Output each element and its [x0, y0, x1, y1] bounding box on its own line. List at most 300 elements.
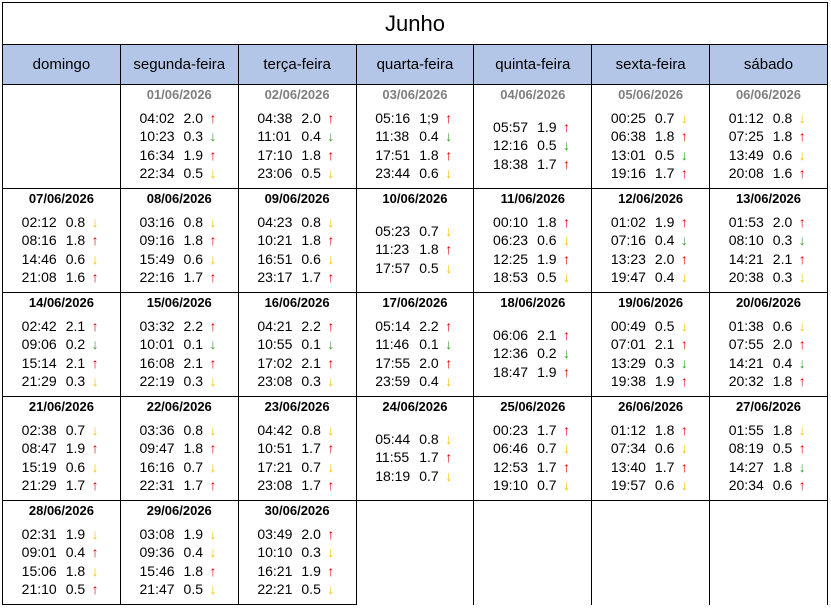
tide-list — [375, 222, 455, 278]
day-tides — [592, 311, 710, 397]
tide-height: 1.8 — [654, 421, 675, 438]
arrow-up-icon: ↑ — [209, 109, 217, 126]
tide-height: 1.8 — [419, 241, 439, 258]
tide-time: 03:49 — [257, 525, 293, 542]
empty-day — [3, 103, 121, 189]
tide-height: 0.8 — [301, 421, 321, 438]
day-tides — [3, 207, 121, 293]
tide-list — [493, 326, 573, 382]
tide-time: 19:38 — [610, 373, 646, 389]
tide-entry — [140, 317, 220, 336]
tide-entry — [140, 372, 220, 391]
tide-height: 0.7 — [183, 458, 204, 475]
day-tides — [3, 311, 121, 397]
tide-entry — [729, 476, 809, 495]
tide-height: 2.1 — [301, 354, 321, 371]
day-date: 28/06/2026 — [3, 501, 121, 520]
arrow-down-icon: ↓ — [798, 458, 806, 475]
tide-time: 01:12 — [610, 421, 646, 438]
tide-height: 1.8 — [183, 562, 204, 579]
day-date: 11/06/2026 — [474, 189, 592, 208]
arrow-up-icon: ↑ — [327, 146, 335, 163]
tide-height: 0.7 — [654, 109, 675, 126]
tide-height: 2.1 — [183, 354, 204, 371]
arrow-down-icon: ↓ — [798, 317, 806, 334]
arrow-up-icon: ↑ — [91, 354, 99, 371]
tide-height: 2.0 — [301, 525, 321, 542]
tide-time: 12:25 — [493, 250, 529, 267]
tide-entry — [22, 268, 102, 287]
day-tides — [474, 103, 592, 189]
empty-date — [474, 501, 592, 520]
arrow-down-icon: ↓ — [91, 336, 99, 352]
arrow-down-icon: ↓ — [798, 421, 806, 438]
tide-entry — [140, 580, 220, 599]
tide-list — [140, 421, 220, 495]
empty-date — [592, 501, 710, 520]
arrow-up-icon: ↑ — [209, 562, 217, 579]
tide-time: 04:42 — [257, 421, 293, 438]
tide-time: 15:46 — [139, 562, 175, 579]
tide-time: 17:55 — [375, 354, 411, 371]
day-tides — [238, 103, 356, 189]
tide-height: 2.1 — [772, 250, 793, 267]
tide-entry — [611, 164, 691, 183]
tide-entry — [22, 250, 102, 269]
tide-time: 12:16 — [493, 137, 529, 154]
tide-time: 04:21 — [257, 317, 293, 334]
tide-time: 21:29 — [21, 477, 57, 493]
tide-entry — [611, 372, 691, 391]
tide-time: 17:10 — [257, 146, 293, 163]
tide-time: 10:23 — [139, 128, 175, 144]
arrow-down-icon: ↓ — [563, 137, 571, 154]
arrow-up-icon: ↑ — [563, 421, 571, 438]
arrow-up-icon: ↑ — [91, 317, 99, 334]
weekday-header: sexta-feira — [592, 45, 710, 85]
tide-list — [22, 213, 102, 287]
tide-entry — [375, 317, 455, 336]
day-date: 01/06/2026 — [120, 85, 238, 104]
tide-height: 0.7 — [65, 421, 86, 438]
tide-entry — [611, 421, 691, 440]
tide-height: 0.8 — [419, 430, 439, 447]
weekday-header: quarta-feira — [356, 45, 474, 85]
tide-entry — [729, 231, 809, 250]
tide-list — [257, 109, 337, 183]
tide-time: 07:25 — [728, 128, 764, 144]
day-tides — [710, 103, 828, 189]
day-date: 08/06/2026 — [120, 189, 238, 208]
tide-time: 17:51 — [375, 146, 411, 163]
tide-time: 03:08 — [139, 525, 175, 542]
arrow-down-icon: ↓ — [327, 250, 335, 267]
tide-height: 0.4 — [654, 269, 675, 285]
tide-height: 0.5 — [183, 165, 204, 181]
arrow-down-icon: ↓ — [209, 544, 217, 560]
arrow-down-icon: ↓ — [327, 336, 335, 352]
tide-time: 07:01 — [610, 336, 646, 352]
tide-entry — [22, 421, 102, 440]
tide-entry — [611, 439, 691, 458]
tide-height: 2.1 — [654, 336, 675, 352]
tide-list — [257, 317, 337, 391]
tide-time: 20:38 — [728, 269, 764, 285]
tide-height: 1.7 — [537, 421, 557, 438]
tide-time: 08:10 — [728, 232, 764, 248]
weekday-header: sábado — [710, 45, 828, 85]
tide-time: 15:14 — [21, 354, 57, 371]
tide-time: 06:38 — [610, 128, 646, 144]
tide-height: 0.8 — [772, 109, 793, 126]
tide-height: 1.7 — [654, 165, 675, 181]
tide-height: 0.5 — [537, 137, 557, 154]
arrow-up-icon: ↑ — [563, 458, 571, 475]
tide-entry — [729, 146, 809, 165]
tide-entry — [611, 213, 691, 232]
tide-height: 1.9 — [654, 213, 675, 230]
tide-time: 12:36 — [493, 345, 529, 362]
tide-height: 1.6 — [65, 269, 86, 285]
arrow-down-icon: ↓ — [209, 250, 217, 267]
tide-height: 1.9 — [537, 250, 557, 267]
arrow-up-icon: ↑ — [798, 336, 806, 352]
tide-time: 15:49 — [139, 250, 175, 267]
tide-height: 1.9 — [183, 525, 204, 542]
day-tides — [710, 207, 828, 293]
arrow-down-icon: ↓ — [680, 146, 688, 163]
tide-time: 01:55 — [728, 421, 764, 438]
tide-height: 2.2 — [183, 317, 204, 334]
tide-height: 0.3 — [183, 128, 204, 144]
tide-entry — [22, 354, 102, 373]
arrow-down-icon: ↓ — [209, 213, 217, 230]
tide-time: 13:49 — [728, 146, 764, 163]
tide-time: 08:19 — [728, 440, 764, 456]
tide-height: 0.4 — [301, 128, 321, 144]
tide-list — [375, 430, 455, 486]
tide-height: 0.7 — [537, 440, 557, 456]
arrow-up-icon: ↑ — [798, 440, 806, 456]
arrow-up-icon: ↑ — [327, 269, 335, 285]
tide-time: 05:23 — [375, 222, 411, 239]
date-row — [3, 501, 828, 520]
date-row — [3, 85, 828, 104]
day-tides — [120, 103, 238, 189]
tide-height: 1.8 — [772, 458, 793, 475]
tide-height: 0.8 — [183, 213, 204, 230]
tide-time: 18:47 — [493, 363, 529, 380]
tide-time: 21:10 — [21, 581, 57, 597]
tide-time: 06:46 — [493, 440, 529, 456]
tide-height: 0.4 — [419, 128, 439, 144]
tide-entry — [493, 439, 573, 458]
tide-entry — [611, 146, 691, 165]
tide-time: 13:29 — [610, 354, 646, 371]
arrow-down-icon: ↓ — [327, 581, 335, 597]
arrow-up-icon: ↑ — [91, 477, 99, 493]
tide-time: 19:10 — [493, 477, 529, 493]
tide-list — [140, 317, 220, 391]
tide-entry — [257, 476, 337, 495]
tide-time: 06:23 — [493, 232, 529, 248]
tide-time: 23:08 — [257, 477, 293, 493]
empty-date — [710, 501, 828, 520]
tide-height: 0.8 — [301, 213, 321, 230]
arrow-up-icon: ↑ — [91, 440, 99, 456]
tide-entry — [611, 268, 691, 287]
tide-list — [140, 525, 220, 599]
arrow-up-icon: ↑ — [563, 118, 571, 135]
tide-time: 02:42 — [21, 317, 57, 334]
tide-time: 12:53 — [493, 458, 529, 475]
empty-day — [592, 519, 710, 605]
tide-time: 17:21 — [257, 458, 293, 475]
date-row — [3, 189, 828, 208]
day-date: 05/06/2026 — [592, 85, 710, 104]
tide-time: 07:55 — [728, 336, 764, 352]
tide-height: 0.3 — [183, 373, 204, 389]
arrow-up-icon: ↑ — [91, 544, 99, 560]
tide-time: 00:23 — [493, 421, 529, 438]
day-tides — [592, 207, 710, 293]
empty-day — [710, 519, 828, 605]
arrow-up-icon: ↑ — [445, 241, 453, 258]
tide-entry — [493, 421, 573, 440]
tide-entry — [257, 164, 337, 183]
tide-entry — [729, 354, 809, 373]
arrow-down-icon: ↓ — [209, 525, 217, 542]
arrow-down-icon: ↓ — [563, 477, 571, 493]
tide-list — [375, 109, 455, 183]
tide-height: 0.6 — [654, 440, 675, 456]
tide-height: 0.3 — [301, 544, 321, 560]
tide-entry — [22, 562, 102, 581]
weekday-header: segunda-feira — [120, 45, 238, 85]
tide-height: 1.7 — [654, 458, 675, 475]
arrow-up-icon: ↑ — [445, 449, 453, 466]
tide-time: 05:14 — [375, 317, 411, 334]
tide-time: 10:21 — [257, 232, 293, 248]
day-tides — [356, 415, 474, 501]
tide-height: 1.8 — [183, 232, 204, 248]
arrow-up-icon: ↑ — [798, 250, 806, 267]
arrow-down-icon: ↓ — [209, 336, 217, 352]
tide-time: 20:32 — [728, 373, 764, 389]
arrow-up-icon: ↑ — [209, 146, 217, 163]
tide-height: 2.0 — [419, 354, 439, 371]
date-row — [3, 293, 828, 312]
tide-time: 05:44 — [375, 430, 411, 447]
tide-entry — [140, 146, 220, 165]
tide-height: 0.5 — [654, 146, 675, 163]
tide-time: 01:02 — [610, 213, 646, 230]
day-date: 23/06/2026 — [238, 397, 356, 416]
tide-entry — [493, 458, 573, 477]
tide-time: 22:31 — [139, 477, 175, 493]
tide-entry — [493, 231, 573, 250]
tide-height: 1.8 — [654, 128, 675, 144]
arrow-up-icon: ↑ — [680, 213, 688, 230]
tide-entry — [729, 458, 809, 477]
tide-height: 0.2 — [65, 336, 86, 352]
tide-entry — [493, 268, 573, 287]
arrow-up-icon: ↑ — [798, 477, 806, 493]
tide-entry — [140, 354, 220, 373]
tide-list — [729, 317, 809, 391]
tide-entry — [493, 213, 573, 232]
tide-height: 0.6 — [301, 250, 321, 267]
tide-list — [729, 109, 809, 183]
tide-time: 11:38 — [375, 128, 410, 144]
arrow-down-icon: ↓ — [680, 317, 688, 334]
day-tides — [120, 311, 238, 397]
tide-entry — [375, 127, 455, 146]
arrow-down-icon: ↓ — [680, 269, 688, 285]
calendar-table — [2, 2, 828, 605]
day-tides — [710, 415, 828, 501]
tide-height: 0.1 — [419, 336, 439, 352]
tide-entry — [375, 335, 455, 354]
tide-height: 0.5 — [301, 581, 321, 597]
tide-height: 1.8 — [772, 421, 793, 438]
tide-entry — [375, 354, 455, 373]
day-date: 02/06/2026 — [238, 85, 356, 104]
tide-entry — [493, 118, 573, 137]
tide-entry — [257, 543, 337, 562]
arrow-up-icon: ↑ — [680, 373, 688, 389]
tide-entry — [257, 146, 337, 165]
arrow-down-icon: ↓ — [680, 354, 688, 371]
tide-list — [493, 213, 573, 287]
tide-height: 0.6 — [772, 477, 793, 493]
tide-height: 2.1 — [537, 326, 557, 343]
tide-height: 1.9 — [537, 363, 557, 380]
tide-height: 1.7 — [537, 458, 557, 475]
arrow-up-icon: ↑ — [327, 562, 335, 579]
empty-date — [3, 85, 121, 104]
tide-height: 2.2 — [419, 317, 439, 334]
tide-time: 10:10 — [257, 544, 293, 560]
tide-entry — [493, 155, 573, 174]
tide-height: 2.0 — [183, 109, 204, 126]
day-date: 16/06/2026 — [238, 293, 356, 312]
tide-entry — [493, 136, 573, 155]
day-tides — [120, 207, 238, 293]
tide-entry — [140, 562, 220, 581]
tide-time: 14:21 — [728, 250, 764, 267]
tide-height: 0.4 — [419, 373, 439, 389]
tide-height: 1.8 — [419, 146, 439, 163]
month-title: Junho — [3, 3, 828, 45]
tide-calendar — [2, 2, 827, 605]
tide-height: 1.8 — [65, 232, 86, 248]
tide-height: 0.5 — [537, 269, 557, 285]
tide-height: 0.6 — [772, 317, 793, 334]
day-date: 13/06/2026 — [710, 189, 828, 208]
tide-time: 03:16 — [139, 213, 175, 230]
tide-entry — [22, 231, 102, 250]
tide-entry — [140, 268, 220, 287]
tide-time: 01:12 — [728, 109, 764, 126]
arrow-up-icon: ↑ — [209, 477, 217, 493]
tide-entry — [257, 335, 337, 354]
arrow-down-icon: ↓ — [445, 373, 453, 389]
day-date: 10/06/2026 — [356, 189, 474, 208]
day-tides — [474, 311, 592, 397]
tide-time: 14:27 — [728, 458, 764, 475]
tide-entry — [493, 363, 573, 382]
arrow-down-icon: ↓ — [445, 430, 453, 447]
tide-height: 0.7 — [419, 467, 439, 484]
tide-entry — [375, 222, 455, 241]
tide-height: 0.3 — [654, 354, 675, 371]
tide-row — [3, 415, 828, 501]
tide-entry — [493, 476, 573, 495]
tide-height: 1.7 — [301, 477, 321, 493]
tide-time: 09:01 — [21, 544, 57, 560]
day-date: 04/06/2026 — [474, 85, 592, 104]
empty-day — [356, 519, 474, 605]
tide-time: 03:32 — [139, 317, 175, 334]
tide-height: 2.0 — [301, 109, 321, 126]
tide-height: 0.5 — [183, 581, 204, 597]
tide-entry — [611, 317, 691, 336]
tide-time: 16:08 — [139, 354, 175, 371]
tide-height: 1.6 — [772, 165, 793, 181]
tide-time: 13:01 — [610, 146, 646, 163]
tide-entry — [140, 458, 220, 477]
arrow-down-icon: ↓ — [327, 421, 335, 438]
day-tides — [120, 415, 238, 501]
tide-time: 22:21 — [257, 581, 293, 597]
arrow-down-icon: ↓ — [563, 440, 571, 456]
tide-entry — [140, 231, 220, 250]
tide-height: 2.0 — [772, 213, 793, 230]
tide-time: 08:47 — [21, 440, 57, 456]
calendar-body — [3, 85, 828, 605]
tide-height: 2.2 — [301, 317, 321, 334]
tide-height: 0.6 — [65, 458, 86, 475]
tide-time: 20:08 — [728, 165, 764, 181]
arrow-up-icon: ↑ — [798, 165, 806, 181]
arrow-up-icon: ↑ — [680, 250, 688, 267]
tide-entry — [257, 372, 337, 391]
tide-height: 0.4 — [772, 354, 793, 371]
tide-height: 0.4 — [183, 544, 204, 560]
day-date: 06/06/2026 — [710, 85, 828, 104]
tide-time: 11:23 — [375, 241, 410, 258]
day-date: 22/06/2026 — [120, 397, 238, 416]
day-tides — [238, 519, 356, 605]
tide-entry — [257, 231, 337, 250]
tide-entry — [140, 213, 220, 232]
arrow-down-icon: ↓ — [563, 269, 571, 285]
arrow-down-icon: ↓ — [91, 562, 99, 579]
tide-height: 1.7 — [183, 477, 204, 493]
arrow-down-icon: ↓ — [680, 440, 688, 456]
tide-list — [375, 317, 455, 391]
tide-height: 1.9 — [65, 440, 86, 456]
tide-entry — [257, 109, 337, 128]
tide-height: 0.8 — [65, 213, 86, 230]
day-tides — [3, 415, 121, 501]
arrow-up-icon: ↑ — [327, 109, 335, 126]
tide-time: 21:08 — [21, 269, 57, 285]
tide-entry — [611, 127, 691, 146]
tide-time: 17:02 — [257, 354, 293, 371]
arrow-up-icon: ↑ — [680, 165, 688, 181]
